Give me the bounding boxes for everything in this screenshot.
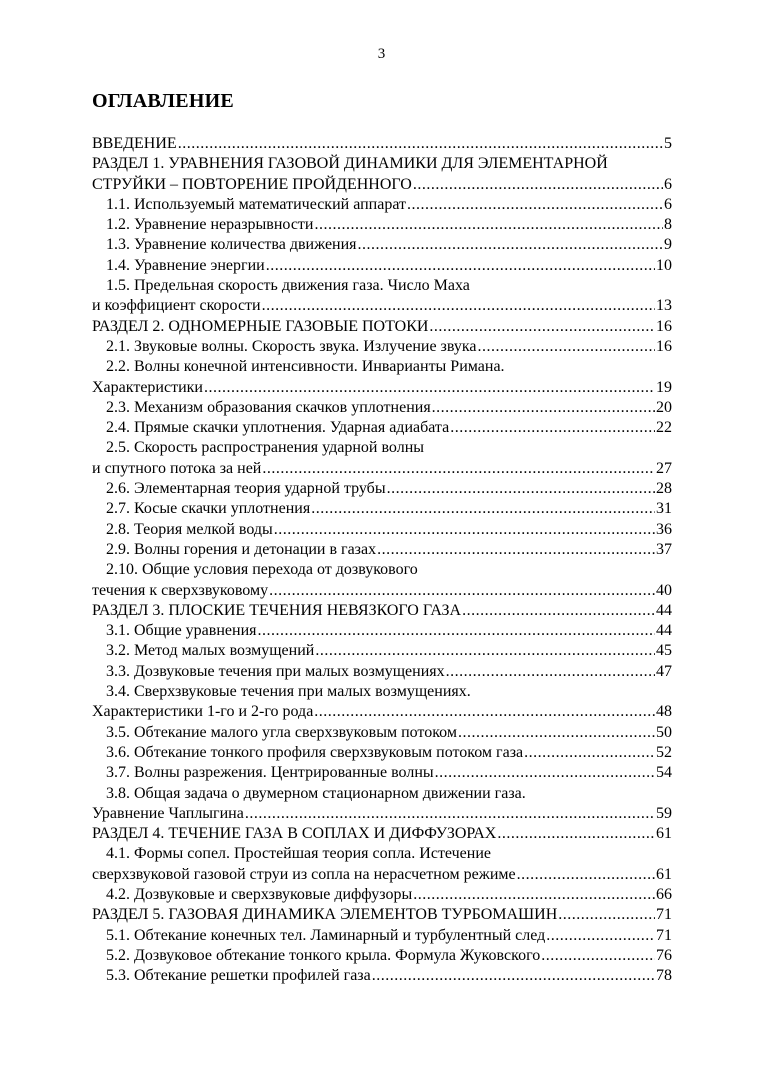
toc-entry-text: 2.2. Волны конечной интенсивности. Инварианты Римана. xyxy=(106,358,505,376)
toc-line xyxy=(92,337,672,357)
toc-page-number: 37 xyxy=(656,540,672,558)
toc-section-entry xyxy=(92,134,672,154)
toc-subsection-entry xyxy=(92,337,672,357)
toc-page-number: 20 xyxy=(656,398,672,416)
toc-dot-leader xyxy=(541,946,655,966)
toc-page-number: 22 xyxy=(656,419,672,437)
toc-page-number: 10 xyxy=(656,256,672,274)
toc-page-number: 8 xyxy=(664,216,672,234)
toc-section-entry xyxy=(92,824,672,844)
toc-dot-leader xyxy=(266,256,655,276)
toc-page-number: 5 xyxy=(664,135,672,152)
toc-dot-leader xyxy=(257,621,655,641)
toc-subsection-entry xyxy=(92,398,672,418)
toc-line xyxy=(92,743,672,763)
toc-page-number: 66 xyxy=(656,885,672,903)
toc-line xyxy=(92,235,672,255)
toc-entry-text: 2.9. Волны горения и детонации в газах xyxy=(106,540,377,558)
toc-entry-text: 2.4. Прямые скачки уплотнения. Ударная адиабата xyxy=(106,419,450,437)
toc-line xyxy=(92,499,672,519)
toc-subsection-entry xyxy=(92,438,672,479)
toc-page-number: 16 xyxy=(656,337,672,355)
toc-line xyxy=(92,276,672,296)
toc-dot-leader xyxy=(558,905,655,925)
toc-dot-leader xyxy=(274,520,655,540)
toc-entry-text: 3.8. Общая задача о двумерном стационарном движении газа. xyxy=(106,784,526,802)
toc-dot-leader xyxy=(245,804,655,824)
toc-subsection-entry xyxy=(92,641,672,661)
toc-entry-text: РАЗДЕЛ 1. УРАВНЕНИЯ ГАЗОВОЙ ДИНАМИКИ ДЛЯ ЭЛЕМЕНТАРНОЙ xyxy=(92,155,608,173)
toc-subsection-entry xyxy=(92,763,672,783)
toc-page-number: 59 xyxy=(656,804,672,822)
toc-dot-leader xyxy=(314,702,655,722)
toc-page-number: 71 xyxy=(656,926,672,944)
toc-subsection-entry xyxy=(92,743,672,763)
toc-entry-text: 2.3. Механизм образования скачков уплотнения xyxy=(106,398,431,416)
toc-line xyxy=(92,824,672,844)
toc-subsection-entry xyxy=(92,499,672,519)
toc-dot-leader xyxy=(372,966,655,986)
toc-line xyxy=(92,357,672,377)
toc-line xyxy=(92,195,672,215)
toc-section-entry xyxy=(92,601,672,621)
toc-entry-text: 3.5. Обтекание малого угла сверхзвуковым потоком xyxy=(106,723,457,741)
toc-line xyxy=(92,926,672,946)
toc-subsection-entry xyxy=(92,276,672,317)
toc-subsection-entry xyxy=(92,357,672,398)
toc-entry-text: Уравнение Чаплыгина xyxy=(92,804,244,822)
toc-entry-text: и коэффициент скорости xyxy=(92,297,261,315)
toc-dot-leader xyxy=(497,824,655,844)
toc-entry-text: Характеристики xyxy=(92,378,203,396)
toc-entry-text: и спутного потока за ней xyxy=(92,459,262,477)
toc-subsection-entry xyxy=(92,966,672,986)
toc-page-number: 40 xyxy=(656,581,672,599)
toc-line xyxy=(92,581,672,601)
toc-line xyxy=(92,905,672,925)
toc-entry-text: 3.4. Сверхзвуковые течения при малых возмущениях. xyxy=(106,683,471,701)
toc-page-number: 27 xyxy=(656,459,672,477)
toc-line xyxy=(92,378,672,398)
toc-entry-text: Характеристики 1-го и 2-го рода xyxy=(92,703,314,721)
toc-line xyxy=(92,175,672,195)
toc-page-number: 44 xyxy=(656,622,672,640)
toc-line xyxy=(92,804,672,824)
toc-entry-text: 3.3. Дозвуковые течения при малых возмущениях xyxy=(106,662,445,680)
toc-subsection-entry xyxy=(92,418,672,438)
toc-entry-text: ВВЕДЕНИЕ xyxy=(92,135,177,152)
toc-dot-leader xyxy=(458,723,655,743)
toc-line xyxy=(92,154,672,174)
toc-page-number: 61 xyxy=(656,825,672,843)
toc-dot-leader xyxy=(546,926,655,946)
toc-page-number: 54 xyxy=(656,764,672,782)
toc-entry-text: СТРУЙКИ – ПОВТОРЕНИЕ ПРОЙДЕННОГО xyxy=(92,175,412,193)
toc-dot-leader xyxy=(314,215,663,235)
toc-dot-leader xyxy=(517,865,655,885)
toc-page-number: 9 xyxy=(664,236,672,254)
toc-subsection-entry xyxy=(92,479,672,499)
toc-dot-leader xyxy=(429,317,655,337)
toc-dot-leader xyxy=(262,459,655,479)
table-of-contents xyxy=(92,134,672,986)
toc-entry-text: 5.3. Обтекание решетки профилей газа xyxy=(106,967,371,985)
toc-line xyxy=(92,256,672,276)
toc-line xyxy=(92,682,672,702)
toc-entry-text: 3.7. Волны разрежения. Центрированные волны xyxy=(106,764,434,782)
toc-entry-text: 1.2. Уравнение неразрывности xyxy=(106,216,314,234)
toc-entry-text: 2.1. Звуковые волны. Скорость звука. Излучение звука xyxy=(106,337,477,355)
toc-page-number: 28 xyxy=(656,480,672,498)
toc-line xyxy=(92,662,672,682)
toc-line xyxy=(92,134,672,154)
toc-dot-leader xyxy=(450,418,655,438)
toc-section-entry xyxy=(92,905,672,925)
toc-page-number: 71 xyxy=(656,906,672,924)
toc-entry-text: 4.1. Формы сопел. Простейшая теория сопла. Истечение xyxy=(106,845,492,863)
toc-line xyxy=(92,398,672,418)
toc-subsection-entry xyxy=(92,885,672,905)
toc-subsection-entry xyxy=(92,621,672,641)
toc-line xyxy=(92,601,672,621)
toc-entry-text: 1.4. Уравнение энергии xyxy=(106,256,265,274)
toc-line xyxy=(92,621,672,641)
toc-entry-text: 2.6. Элементарная теория ударной трубы xyxy=(106,480,386,498)
toc-dot-leader xyxy=(462,601,655,621)
toc-dot-leader xyxy=(478,337,656,357)
toc-subsection-entry xyxy=(92,844,672,885)
toc-dot-leader xyxy=(269,581,655,601)
toc-subsection-entry xyxy=(92,256,672,276)
toc-line xyxy=(92,479,672,499)
toc-line xyxy=(92,763,672,783)
toc-page-number: 78 xyxy=(656,967,672,985)
toc-section-entry xyxy=(92,154,672,195)
toc-page-number: 6 xyxy=(664,195,672,213)
toc-page-number: 47 xyxy=(656,662,672,680)
toc-line xyxy=(92,723,672,743)
toc-dot-leader xyxy=(524,743,655,763)
toc-subsection-entry xyxy=(92,235,672,255)
toc-dot-leader xyxy=(377,540,655,560)
toc-subsection-entry xyxy=(92,946,672,966)
toc-line xyxy=(92,784,672,804)
toc-line xyxy=(92,317,672,337)
toc-page-number: 52 xyxy=(656,743,672,761)
toc-entry-text: 2.10. Общие условия перехода от дозвукового xyxy=(106,561,418,579)
toc-line xyxy=(92,418,672,438)
toc-section-entry xyxy=(92,317,672,337)
toc-line xyxy=(92,520,672,540)
toc-page-number: 6 xyxy=(664,175,672,193)
toc-subsection-entry xyxy=(92,926,672,946)
toc-line xyxy=(92,702,672,722)
toc-dot-leader xyxy=(387,479,655,499)
toc-page-number: 36 xyxy=(656,520,672,538)
toc-entry-text: РАЗДЕЛ 5. ГАЗОВАЯ ДИНАМИКА ЭЛЕМЕНТОВ ТУРБОМАШИН xyxy=(92,906,558,924)
toc-line xyxy=(92,641,672,661)
toc-entry-text: сверхзвуковой газовой струи из сопла на нерасчетном режиме xyxy=(92,865,516,883)
toc-dot-leader xyxy=(178,134,663,154)
toc-page-number: 31 xyxy=(656,500,672,518)
toc-page-number: 19 xyxy=(656,378,672,396)
toc-line xyxy=(92,296,672,316)
toc-entry-text: 2.5. Скорость распространения ударной волны xyxy=(106,439,425,457)
toc-dot-leader xyxy=(262,296,655,316)
toc-entry-text: РАЗДЕЛ 2. ОДНОМЕРНЫЕ ГАЗОВЫЕ ПОТОКИ xyxy=(92,317,429,335)
toc-entry-text: 2.8. Теория мелкой воды xyxy=(106,520,273,538)
toc-subsection-entry xyxy=(92,560,672,601)
toc-line xyxy=(92,844,672,864)
toc-line xyxy=(92,560,672,580)
toc-entry-text: 3.6. Обтекание тонкого профиля сверхзвуковым потоком газа xyxy=(106,743,524,761)
toc-line xyxy=(92,946,672,966)
page-number: 3 xyxy=(377,46,386,62)
toc-entry-text: 2.7. Косые скачки уплотнения xyxy=(106,500,311,518)
toc-entry-text: 1.5. Предельная скорость движения газа. Число Маха xyxy=(106,277,470,295)
toc-line xyxy=(92,885,672,905)
toc-entry-text: 5.2. Дозвуковое обтекание тонкого крыла. Формула Жуковского xyxy=(106,946,541,964)
toc-page-number: 13 xyxy=(656,297,672,315)
toc-line xyxy=(92,438,672,458)
toc-subsection-entry xyxy=(92,520,672,540)
toc-dot-leader xyxy=(446,662,655,682)
toc-entry-text: РАЗДЕЛ 3. ПЛОСКИЕ ТЕЧЕНИЯ НЕВЯЗКОГО ГАЗА xyxy=(92,601,462,619)
toc-line xyxy=(92,215,672,235)
toc-dot-leader xyxy=(435,763,655,783)
toc-subsection-entry xyxy=(92,784,672,825)
toc-title: ОГЛАВЛЕНИЕ xyxy=(92,90,234,112)
toc-entry-text: РАЗДЕЛ 4. ТЕЧЕНИЕ ГАЗА В СОПЛАХ И ДИФФУЗОРАХ xyxy=(92,825,497,843)
toc-subsection-entry xyxy=(92,682,672,723)
toc-entry-text: 5.1. Обтекание конечных тел. Ламинарный и турбулентный след xyxy=(106,926,546,944)
toc-dot-leader xyxy=(413,885,655,905)
toc-line xyxy=(92,966,672,986)
toc-dot-leader xyxy=(407,195,663,215)
toc-dot-leader xyxy=(413,175,663,195)
toc-page-number: 44 xyxy=(656,601,672,619)
toc-page-number: 45 xyxy=(656,642,672,660)
toc-page-number: 61 xyxy=(656,865,672,883)
toc-line xyxy=(92,459,672,479)
toc-entry-text: 3.2. Метод малых возмущений xyxy=(106,642,315,660)
toc-entry-text: 3.1. Общие уравнения xyxy=(106,622,257,640)
toc-line xyxy=(92,865,672,885)
toc-entry-text: 1.1. Используемый математический аппарат xyxy=(106,195,406,213)
toc-dot-leader xyxy=(204,378,655,398)
toc-dot-leader xyxy=(315,641,655,661)
toc-subsection-entry xyxy=(92,195,672,215)
toc-entry-text: 4.2. Дозвуковые и сверхзвуковые диффузоры xyxy=(106,885,413,903)
toc-subsection-entry xyxy=(92,540,672,560)
toc-page-number: 76 xyxy=(656,946,672,964)
toc-page-number: 50 xyxy=(656,723,672,741)
toc-line xyxy=(92,540,672,560)
toc-dot-leader xyxy=(311,499,655,519)
toc-entry-text: 1.3. Уравнение количества движения xyxy=(106,236,357,254)
toc-entry-text: течения к сверхзвуковому xyxy=(92,581,269,599)
toc-dot-leader xyxy=(358,235,663,255)
toc-page-number: 48 xyxy=(656,703,672,721)
toc-subsection-entry xyxy=(92,723,672,743)
toc-page-number: 16 xyxy=(656,317,672,335)
toc-subsection-entry xyxy=(92,215,672,235)
toc-dot-leader xyxy=(432,398,655,418)
toc-subsection-entry xyxy=(92,662,672,682)
